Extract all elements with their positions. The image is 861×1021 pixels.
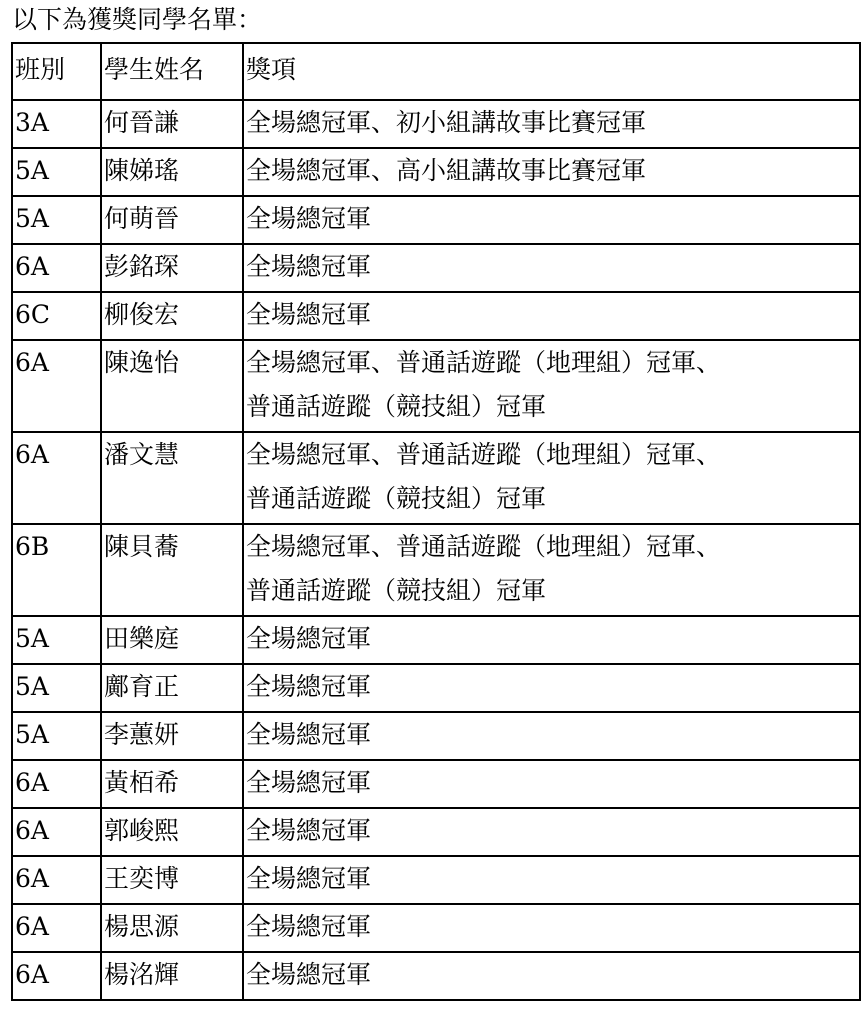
award-cell bbox=[243, 664, 860, 712]
class-cell: 5A bbox=[12, 664, 101, 712]
award-cell bbox=[243, 292, 860, 340]
student-name-cell: 陳逸怡 bbox=[101, 340, 243, 432]
class-cell: 6A bbox=[12, 760, 101, 808]
student-name-cell: 李蕙妍 bbox=[101, 712, 243, 760]
header-award: 獎項 bbox=[243, 43, 860, 100]
award-line: 普通話遊蹤（競技組）冠軍 bbox=[246, 484, 547, 513]
award-line: 全場總冠軍、高小組講故事比賽冠軍 bbox=[246, 156, 647, 185]
student-name-cell: 郭峻熙 bbox=[101, 808, 243, 856]
student-name-cell: 王奕博 bbox=[101, 856, 243, 904]
student-name-cell: 田樂庭 bbox=[101, 616, 243, 664]
table-row bbox=[12, 616, 860, 664]
class-cell: 6A bbox=[12, 952, 101, 1000]
award-line: 全場總冠軍 bbox=[246, 960, 372, 989]
student-name-cell: 潘文慧 bbox=[101, 432, 243, 524]
award-line: 全場總冠軍 bbox=[246, 864, 372, 893]
class-cell: 6A bbox=[12, 808, 101, 856]
class-cell: 6C bbox=[12, 292, 101, 340]
table-row bbox=[12, 952, 860, 1000]
student-name-cell: 楊洺輝 bbox=[101, 952, 243, 1000]
award-winners-table bbox=[11, 42, 861, 1001]
page-heading: 以下為獲獎同學名單： bbox=[12, 5, 263, 34]
table-row bbox=[12, 100, 860, 148]
award-line: 全場總冠軍 bbox=[246, 300, 372, 329]
table-row bbox=[12, 664, 860, 712]
award-line: 全場總冠軍 bbox=[246, 204, 372, 233]
award-line: 全場總冠軍 bbox=[246, 912, 372, 941]
class-cell: 5A bbox=[12, 148, 101, 196]
award-line: 全場總冠軍 bbox=[246, 252, 372, 281]
header-student-name: 學生姓名 bbox=[101, 43, 243, 100]
student-name-cell: 何晉謙 bbox=[101, 100, 243, 148]
table-row bbox=[12, 148, 860, 196]
award-line: 全場總冠軍 bbox=[246, 672, 372, 701]
table-row bbox=[12, 524, 860, 616]
table-row bbox=[12, 432, 860, 524]
table-row bbox=[12, 244, 860, 292]
class-cell: 6B bbox=[12, 524, 101, 616]
award-cell bbox=[243, 340, 860, 432]
award-line: 普通話遊蹤（競技組）冠軍 bbox=[246, 392, 547, 421]
table-row bbox=[12, 712, 860, 760]
award-cell bbox=[243, 524, 860, 616]
award-cell bbox=[243, 712, 860, 760]
table-header-row bbox=[12, 43, 860, 100]
award-line: 全場總冠軍、普通話遊蹤（地理組）冠軍、 bbox=[246, 348, 722, 377]
table-row bbox=[12, 340, 860, 432]
award-line: 全場總冠軍、普通話遊蹤（地理組）冠軍、 bbox=[246, 440, 722, 469]
award-cell bbox=[243, 244, 860, 292]
award-cell bbox=[243, 760, 860, 808]
table-row bbox=[12, 760, 860, 808]
table-row bbox=[12, 808, 860, 856]
class-cell: 3A bbox=[12, 100, 101, 148]
award-table-body bbox=[12, 43, 860, 1000]
student-name-cell: 何萌晉 bbox=[101, 196, 243, 244]
award-cell bbox=[243, 100, 860, 148]
award-cell bbox=[243, 952, 860, 1000]
student-name-cell: 陳貝蕎 bbox=[101, 524, 243, 616]
award-cell bbox=[243, 148, 860, 196]
award-line: 普通話遊蹤（競技組）冠軍 bbox=[246, 576, 547, 605]
table-row bbox=[12, 856, 860, 904]
student-name-cell: 鄺育正 bbox=[101, 664, 243, 712]
class-cell: 6A bbox=[12, 432, 101, 524]
award-cell bbox=[243, 808, 860, 856]
student-name-cell: 柳俊宏 bbox=[101, 292, 243, 340]
award-cell bbox=[243, 904, 860, 952]
class-cell: 5A bbox=[12, 616, 101, 664]
class-cell: 5A bbox=[12, 196, 101, 244]
award-cell bbox=[243, 196, 860, 244]
class-cell: 5A bbox=[12, 712, 101, 760]
student-name-cell: 楊思源 bbox=[101, 904, 243, 952]
award-line: 全場總冠軍 bbox=[246, 768, 372, 797]
class-cell: 6A bbox=[12, 856, 101, 904]
award-line: 全場總冠軍、普通話遊蹤（地理組）冠軍、 bbox=[246, 532, 722, 561]
student-name-cell: 黃栢希 bbox=[101, 760, 243, 808]
class-cell: 6A bbox=[12, 340, 101, 432]
table-row bbox=[12, 904, 860, 952]
student-name-cell: 彭銘琛 bbox=[101, 244, 243, 292]
award-line: 全場總冠軍 bbox=[246, 720, 372, 749]
header-class: 班別 bbox=[12, 43, 101, 100]
table-row bbox=[12, 292, 860, 340]
award-cell bbox=[243, 432, 860, 524]
student-name-cell: 陳娣瑤 bbox=[101, 148, 243, 196]
award-line: 全場總冠軍 bbox=[246, 816, 372, 845]
award-line: 全場總冠軍 bbox=[246, 624, 372, 653]
class-cell: 6A bbox=[12, 244, 101, 292]
table-row bbox=[12, 196, 860, 244]
award-cell bbox=[243, 856, 860, 904]
award-cell bbox=[243, 616, 860, 664]
class-cell: 6A bbox=[12, 904, 101, 952]
award-line: 全場總冠軍、初小組講故事比賽冠軍 bbox=[246, 108, 647, 137]
